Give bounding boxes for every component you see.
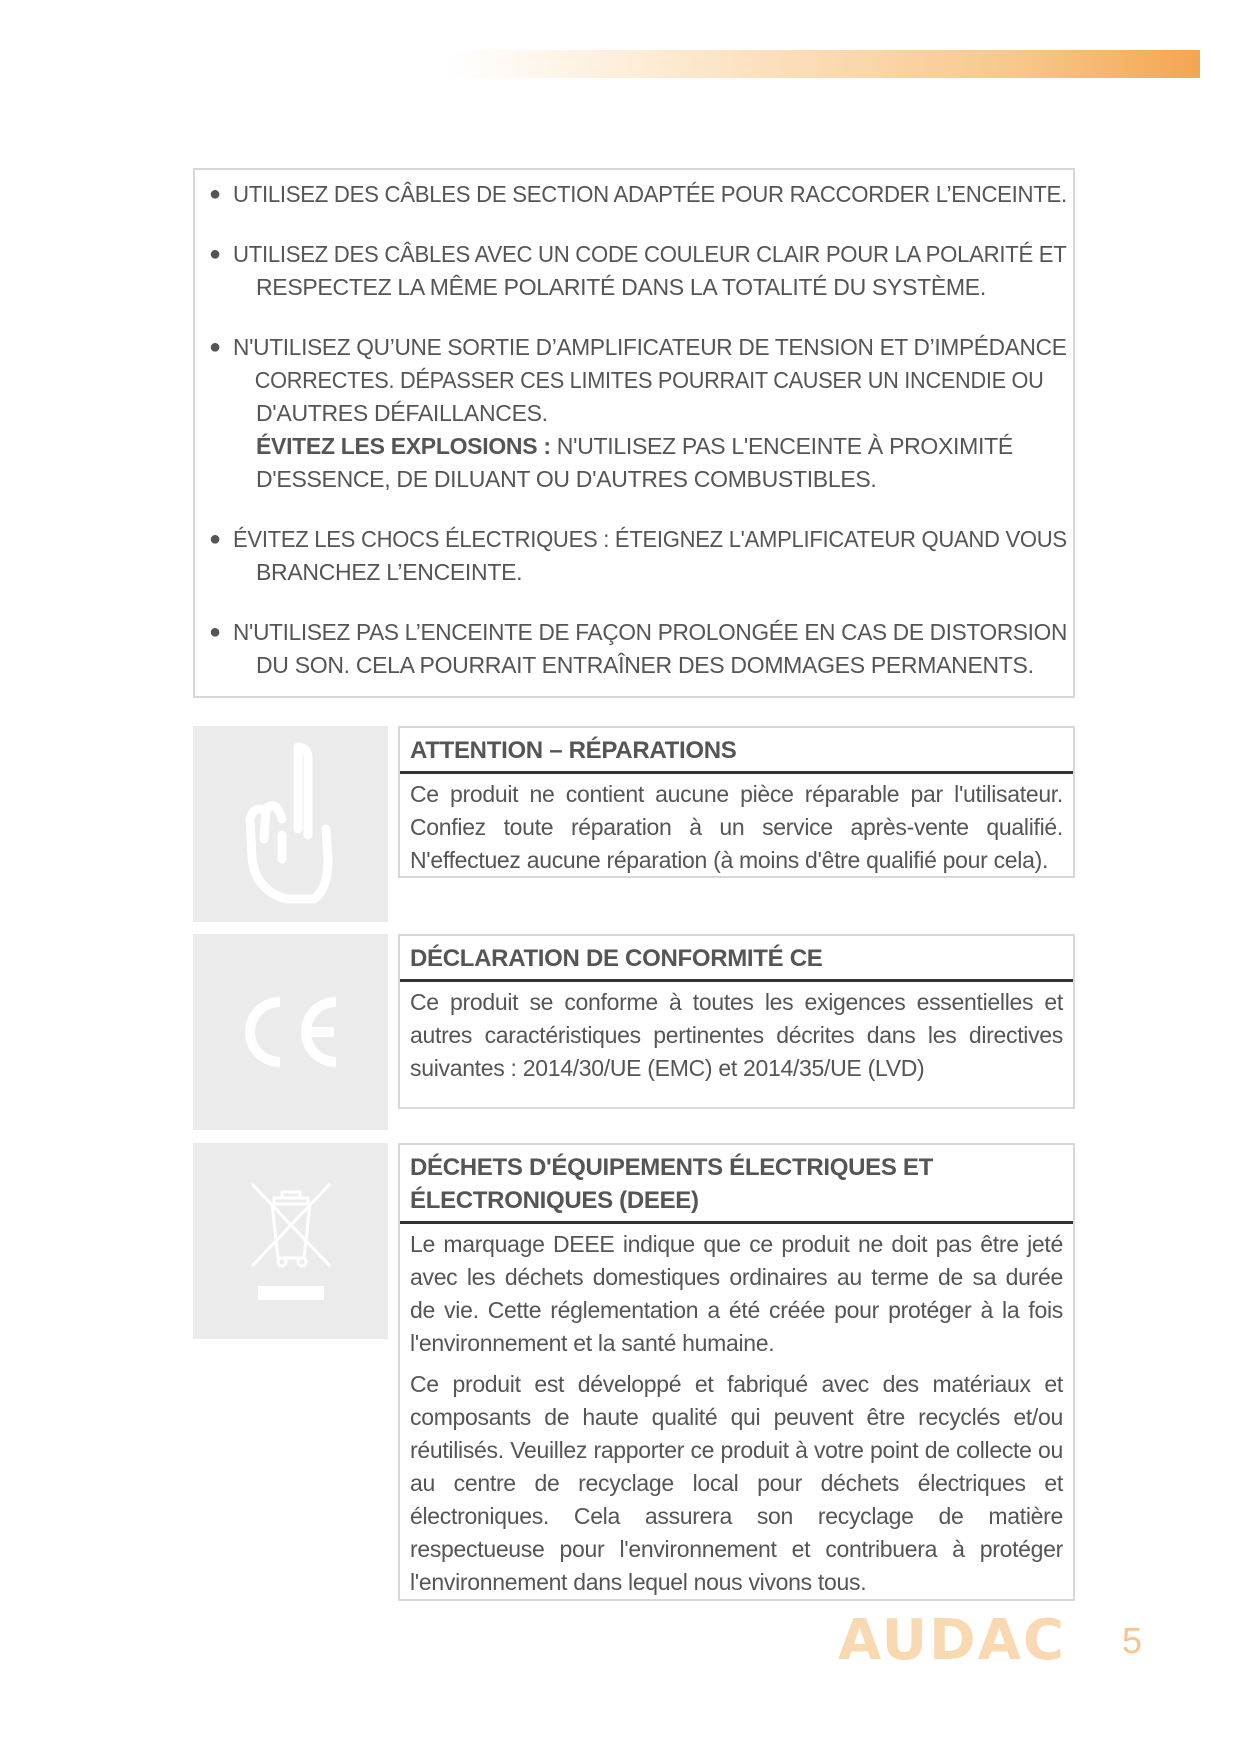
repairs-body: Ce produit ne contient aucune pièce réparable par l'utilisateur. Confiez toute réparation à un service après-vente qualifié. N'effectuez aucune réparation (à moins d'être qualifié pour cela). (410, 781, 1063, 873)
page-number: 5 (1122, 1620, 1143, 1661)
list-item-text: D'AUTRES DÉFAILLANCES. (256, 400, 548, 426)
weee-icon-box (193, 1143, 388, 1339)
ce-panel (398, 934, 1075, 1109)
list-item-text: N'UTILISEZ PAS L'ENCEINTE À PROXIMITÉ (550, 433, 1013, 459)
weee-paragraph: Ce produit est développé et fabriqué avec des matériaux et composants de haute qualité qui peuvent être recyclés et/ou réutilisés. Veuillez rapporter ce produit à votre point de collecte ou au centre de recyclage local pour déchets électriques et électroniques. Cela assurera son recyclage de matière respectueuse pour l'environnement et contribuera à protéger l'environnement dans lequel nous vivons tous. (410, 1371, 1063, 1595)
repairs-title: ATTENTION – RÉPARATIONS (400, 728, 1073, 774)
list-item-text: CORRECTES. DÉPASSER CES LIMITES POURRAIT CAUSER UN INCENDIE OU (254, 367, 1044, 393)
list-item-text (233, 430, 1013, 463)
list-item-text: BRANCHEZ L’ENCEINTE. (256, 559, 523, 585)
list-item (209, 616, 1067, 682)
bullet-icon: ● (209, 528, 221, 550)
safety-instructions-box (193, 168, 1075, 698)
bullet-icon: ● (209, 243, 221, 265)
bullet-icon: ● (209, 183, 221, 205)
list-item-text: RESPECTEZ LA MÊME POLARITÉ DANS LA TOTALITÉ DU SYSTÈME. (256, 274, 986, 300)
weee-panel (398, 1143, 1075, 1601)
explosion-warning-label: ÉVITEZ LES EXPLOSIONS : (256, 433, 551, 459)
repairs-panel (398, 726, 1075, 878)
crossed-bin-icon (246, 1176, 336, 1306)
list-item-text: D'ESSENCE, DE DILUANT OU D'AUTRES COMBUSTIBLES. (256, 466, 877, 492)
ce-title: DÉCLARATION DE CONFORMITÉ CE (400, 936, 1073, 982)
list-item-text: UTILISEZ DES CÂBLES AVEC UN CODE COULEUR CLAIR POUR LA POLARITÉ ET (233, 241, 1067, 267)
ce-body: Ce produit se conforme à toutes les exigences essentielles et autres caractéristiques pertinentes décrites dans les directives suivantes : 2014/30/UE (EMC) et 2014/35/UE (LVD) (410, 989, 1063, 1081)
bullet-icon: ● (209, 336, 221, 358)
weee-body (400, 1224, 1073, 1615)
list-item-text: DU SON. CELA POURRAIT ENTRAÎNER DES DOMMAGES PERMANENTS. (256, 652, 1034, 678)
list-item (209, 331, 1067, 496)
weee-paragraph: Le marquage DEEE indique que ce produit ne doit pas être jeté avec les déchets domestiques ordinaires au terme de sa durée de vie. Cette réglementation a été créée pour protéger à la fois l'environnement et la santé humaine. (410, 1231, 1063, 1356)
weee-title: DÉCHETS D'ÉQUIPEMENTS ÉLECTRIQUES ET ÉLECTRONIQUES (DEEE) (400, 1145, 1073, 1224)
ce-mark-icon (236, 987, 346, 1077)
list-item-text: ÉVITEZ LES CHOCS ÉLECTRIQUES : ÉTEIGNEZ L'AMPLIFICATEUR QUAND VOUS (233, 526, 1067, 552)
list-item (209, 238, 1067, 304)
repairs-icon-box (193, 726, 388, 922)
list-item-text: N'UTILISEZ PAS L’ENCEINTE DE FAÇON PROLONGÉE EN CAS DE DISTORSION (233, 619, 1067, 645)
list-item-text: UTILISEZ DES CÂBLES DE SECTION ADAPTÉE POUR RACCORDER L’ENCEINTE. (233, 181, 1067, 207)
list-item (209, 523, 1067, 589)
ce-icon-box (193, 934, 388, 1130)
bullet-icon: ● (209, 621, 221, 643)
list-item-text: N'UTILISEZ QU’UNE SORTIE D’AMPLIFICATEUR DE TENSION ET D’IMPÉDANCE (233, 334, 1067, 360)
audac-logo: AUDAC (838, 1608, 1067, 1673)
pointing-hand-icon (236, 739, 346, 909)
header-accent-bar (450, 50, 1200, 78)
list-item (209, 178, 1067, 211)
